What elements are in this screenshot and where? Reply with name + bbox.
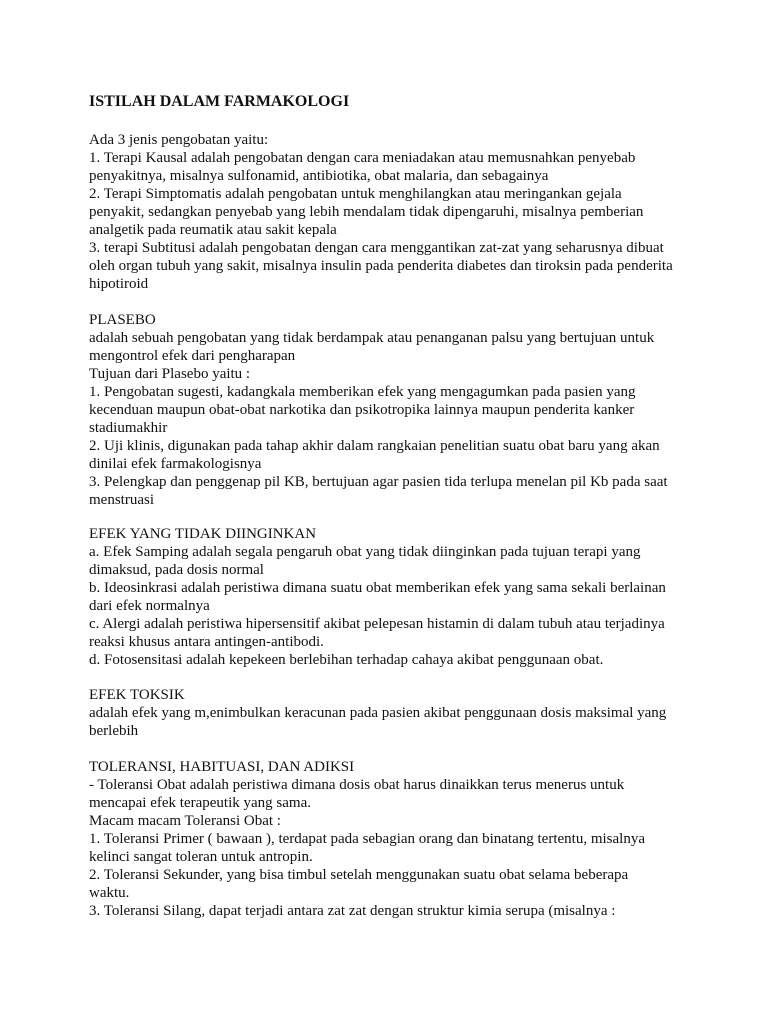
section-efek-tidak-diinginkan [89,525,729,669]
text-line: dinilai efek farmakologisnya [89,456,262,472]
text-line: - Toleransi Obat adalah peristiwa dimana dosis obat harus dinaikkan terus menerus untuk [89,777,625,793]
text-line: 3. terapi Subtitusi adalah pengobatan dengan cara menggantikan zat-zat yang seharusnya dibuat [89,240,664,256]
section-heading: PLASEBO [89,312,156,328]
text-line: Macam macam Toleransi Obat : [89,813,281,829]
text-line: kecenduan maupun obat-obat narkotika dan psikotropika lainnya maupun penderita kanker [89,402,635,418]
text-line: reaksi khusus antara antingen-antibodi. [89,634,324,650]
section-toleransi [89,758,729,920]
text-line: c. Alergi adalah peristiwa hipersensitif akibat pelepesan histamin di dalam tubuh atau terjadinya [89,616,665,632]
text-line: dari efek normalnya [89,598,210,614]
text-line: oleh organ tubuh yang sakit, misalnya insulin pada penderita diabetes dan tiroksin pada penderita [89,258,673,274]
text-line: waktu. [89,885,130,901]
text-line: 3. Toleransi Silang, dapat terjadi antara zat zat dengan struktur kimia serupa (misalnya : [89,903,616,919]
section-plasebo [89,311,729,509]
text-line: berlebih [89,723,139,739]
text-line: 2. Terapi Simptomatis adalah pengobatan untuk menghilangkan atau meringankan gejala [89,186,622,202]
text-line: Tujuan dari Plasebo yaitu : [89,366,251,382]
text-line: mengontrol efek dari pengharapan [89,348,296,364]
section-efek-toksik [89,686,729,740]
text-line: kelinci sangat toleran untuk antropin. [89,849,313,865]
text-line: 2. Uji klinis, digunakan pada tahap akhir dalam rangkaian penelitian suatu obat baru yang akan [89,438,660,454]
text-line: penyakitnya, misalnya sulfonamid, antibiotika, obat malaria, dan sebagainya [89,168,549,184]
text-line: d. Fotosensitasi adalah kepekeen berlebihan terhadap cahaya akibat penggunaan obat. [89,652,604,668]
section-heading: EFEK TOKSIK [89,687,185,703]
text-line: Ada 3 jenis pengobatan yaitu: [89,132,269,148]
section-jenis-pengobatan [89,131,729,293]
section-heading: EFEK YANG TIDAK DIINGINKAN [89,526,317,542]
text-line: 3. Pelengkap dan penggenap pil KB, bertujuan agar pasien tida terlupa menelan pil Kb pada saat [89,474,668,490]
text-line: 1. Toleransi Primer ( bawaan ), terdapat pada sebagian orang dan binatang tertentu, misalnya [89,831,645,847]
text-line: 2. Toleransi Sekunder, yang bisa timbul setelah menggunakan suatu obat selama beberapa [89,867,629,883]
text-line: hipotiroid [89,276,149,292]
text-line: b. Ideosinkrasi adalah peristiwa dimana suatu obat memberikan efek yang sama sekali berlainan [89,580,666,596]
text-line: 1. Terapi Kausal adalah pengobatan dengan cara meniadakan atau memusnahkan penyebab [89,150,636,166]
text-line: mencapai efek terapeutik yang sama. [89,795,311,811]
text-line: a. Efek Samping adalah segala pengaruh obat yang tidak diinginkan pada tujuan terapi yang [89,544,641,560]
section-heading: TOLERANSI, HABITUASI, DAN ADIKSI [89,759,355,775]
text-line: 1. Pengobatan sugesti, kadangkala memberikan efek yang mengagumkan pada pasien yang [89,384,636,400]
text-line: penyakit, sedangkan penyebab yang lebih mendalam tidak dipengaruhi, misalnya pemberian [89,204,644,220]
text-line: adalah efek yang m,enimbulkan keracunan pada pasien akibat penggunaan dosis maksimal yang [89,705,667,721]
document-title: ISTILAH DALAM FARMAKOLOGI [89,93,350,110]
text-line: analgetik pada reumatik atau sakit kepala [89,222,337,238]
text-line: menstruasi [89,492,154,508]
text-line: stadiumakhir [89,420,168,436]
text-line: dimaksud, pada dosis normal [89,562,264,578]
text-line: adalah sebuah pengobatan yang tidak berdampak atau penanganan palsu yang bertujuan untuk [89,330,655,346]
